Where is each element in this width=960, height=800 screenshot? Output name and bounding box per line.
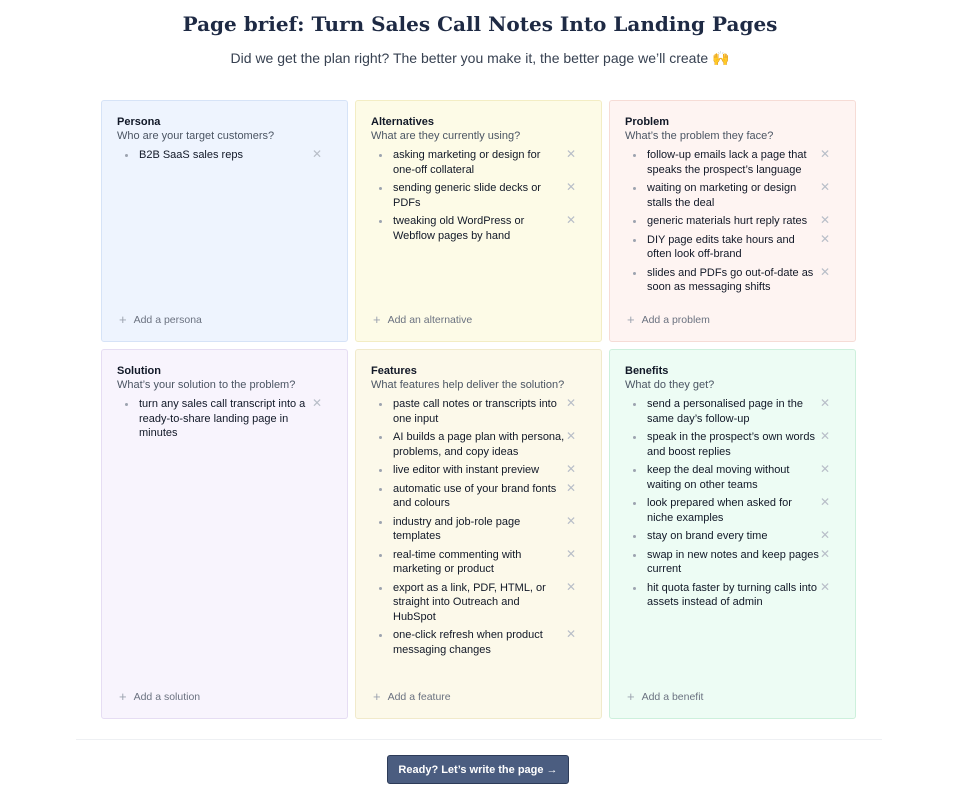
close-icon[interactable]: ✕ bbox=[819, 546, 830, 561]
card-item-list bbox=[625, 397, 840, 610]
add-label: Add a solution bbox=[133, 691, 201, 703]
list-item[interactable] bbox=[625, 397, 840, 426]
plus-icon: + bbox=[627, 689, 635, 704]
list-item-text[interactable]: hit quota faster by turning calls into assets instead of admin bbox=[647, 581, 817, 608]
list-item[interactable] bbox=[371, 181, 586, 210]
list-item-text[interactable]: AI builds a page plan with persona, problems, and copy ideas bbox=[393, 431, 565, 458]
list-item-text[interactable]: DIY page edits take hours and often look off-brand bbox=[647, 233, 795, 260]
bullet-icon bbox=[379, 488, 382, 491]
plus-icon: + bbox=[119, 312, 127, 327]
add-label: Add a persona bbox=[133, 314, 202, 326]
card-question: What features help deliver the solution? bbox=[371, 379, 565, 391]
list-item-text[interactable]: tweaking old WordPress or Webflow pages by hand bbox=[393, 215, 525, 242]
list-item[interactable] bbox=[625, 430, 840, 459]
brief-card-grid bbox=[101, 100, 856, 719]
page-title: Page brief: Turn Sales Call Notes Into Landing Pages bbox=[182, 12, 778, 36]
list-item[interactable] bbox=[117, 397, 332, 441]
list-item-text[interactable]: waiting on marketing or design stalls the deal bbox=[647, 182, 797, 209]
bullet-icon bbox=[633, 403, 636, 406]
list-item[interactable] bbox=[371, 515, 586, 544]
list-item-text[interactable]: keep the deal moving without waiting on other teams bbox=[647, 464, 790, 491]
bullet-icon bbox=[633, 154, 636, 157]
card-item-list bbox=[625, 148, 840, 295]
add-alternatives-button[interactable] bbox=[373, 314, 472, 326]
card-features bbox=[355, 349, 602, 719]
card-item-list bbox=[371, 148, 586, 243]
bullet-icon bbox=[633, 535, 636, 538]
add-label: Add an alternative bbox=[387, 314, 473, 326]
close-icon[interactable]: ✕ bbox=[565, 627, 576, 641]
card-problem bbox=[609, 100, 856, 342]
close-icon[interactable]: ✕ bbox=[565, 579, 576, 594]
bullet-icon bbox=[379, 554, 382, 557]
list-item-text[interactable]: follow-up emails lack a page that speaks the prospect’s language bbox=[647, 149, 807, 176]
plus-icon: + bbox=[373, 312, 381, 327]
card-title: Problem bbox=[625, 116, 670, 128]
list-item-text[interactable]: automatic use of your brand fonts and colours bbox=[393, 482, 557, 509]
list-item-text[interactable]: B2B SaaS sales reps bbox=[139, 149, 243, 161]
plus-icon: + bbox=[627, 312, 635, 327]
list-item-text[interactable]: one-click refresh when product messaging changes bbox=[393, 629, 543, 656]
list-item[interactable] bbox=[371, 628, 586, 657]
card-title: Persona bbox=[117, 116, 161, 128]
list-item[interactable] bbox=[625, 496, 840, 525]
bullet-icon bbox=[633, 587, 636, 590]
bullet-icon bbox=[633, 554, 636, 557]
list-item[interactable] bbox=[371, 482, 586, 511]
list-item-text[interactable]: sending generic slide decks or PDFs bbox=[393, 182, 541, 209]
add-label: Add a benefit bbox=[641, 691, 704, 703]
list-item[interactable] bbox=[625, 214, 840, 229]
list-item[interactable] bbox=[371, 397, 586, 426]
bullet-icon bbox=[633, 272, 636, 275]
bullet-icon bbox=[379, 220, 382, 223]
list-item[interactable] bbox=[371, 214, 586, 243]
bullet-icon bbox=[379, 187, 382, 190]
close-icon[interactable]: ✕ bbox=[819, 147, 830, 161]
card-question: Who are your target customers? bbox=[117, 130, 275, 142]
close-icon[interactable]: ✕ bbox=[311, 396, 322, 410]
list-item[interactable] bbox=[625, 266, 840, 295]
list-item-text[interactable]: export as a link, PDF, HTML, or straight into Outreach and HubSpot bbox=[393, 581, 546, 623]
add-benefits-button[interactable] bbox=[627, 691, 703, 703]
close-icon[interactable]: ✕ bbox=[819, 528, 830, 542]
bullet-icon bbox=[379, 521, 382, 524]
list-item[interactable] bbox=[625, 463, 840, 492]
list-item-text[interactable]: paste call notes or transcripts into one input bbox=[393, 398, 557, 425]
card-persona bbox=[101, 100, 348, 342]
list-item[interactable] bbox=[371, 148, 586, 177]
close-icon[interactable]: ✕ bbox=[819, 396, 830, 410]
bullet-icon bbox=[379, 469, 382, 472]
list-item[interactable] bbox=[625, 581, 840, 610]
close-icon[interactable]: ✕ bbox=[565, 213, 576, 227]
add-solution-button[interactable] bbox=[119, 691, 200, 703]
list-item[interactable] bbox=[117, 148, 332, 163]
close-icon[interactable]: ✕ bbox=[565, 147, 576, 161]
list-item[interactable] bbox=[371, 463, 586, 478]
list-item[interactable] bbox=[625, 233, 840, 262]
close-icon[interactable]: ✕ bbox=[565, 546, 576, 561]
list-item-text[interactable]: slides and PDFs go out-of-date as soon as messaging shifts bbox=[647, 266, 814, 293]
close-icon[interactable]: ✕ bbox=[565, 396, 576, 410]
list-item-text[interactable]: real-time commenting with marketing or product bbox=[393, 548, 522, 575]
bullet-icon bbox=[633, 469, 636, 472]
list-item[interactable] bbox=[625, 529, 840, 544]
bullet-icon bbox=[633, 436, 636, 439]
list-item[interactable] bbox=[625, 181, 840, 210]
card-question: What are they currently using? bbox=[371, 130, 521, 142]
bullet-icon bbox=[379, 634, 382, 637]
list-item-text[interactable]: swap in new notes and keep pages current bbox=[647, 548, 819, 575]
close-icon[interactable]: ✕ bbox=[819, 180, 830, 194]
plus-icon: + bbox=[119, 689, 127, 704]
bullet-icon bbox=[379, 403, 382, 406]
card-item-list bbox=[117, 397, 332, 441]
add-persona-button[interactable] bbox=[119, 314, 202, 326]
close-icon[interactable]: ✕ bbox=[819, 231, 830, 246]
bullet-icon bbox=[633, 239, 636, 242]
card-title: Benefits bbox=[625, 365, 669, 377]
card-question: What’s your solution to the problem? bbox=[117, 379, 296, 391]
bullet-icon bbox=[125, 403, 128, 406]
card-benefits bbox=[609, 349, 856, 719]
card-title: Solution bbox=[117, 365, 161, 377]
bullet-icon bbox=[633, 187, 636, 190]
list-item-text[interactable]: stay on brand every time bbox=[647, 530, 768, 542]
list-item-text[interactable]: look prepared when asked for niche examples bbox=[647, 497, 792, 524]
close-icon[interactable]: ✕ bbox=[565, 180, 576, 194]
list-item-text[interactable]: speak in the prospect’s own words and boost replies bbox=[647, 431, 815, 458]
close-icon[interactable]: ✕ bbox=[819, 213, 830, 227]
bullet-icon bbox=[125, 154, 128, 157]
list-item[interactable] bbox=[625, 548, 840, 577]
add-features-button[interactable] bbox=[373, 691, 451, 703]
divider bbox=[76, 739, 882, 740]
list-item[interactable] bbox=[371, 548, 586, 577]
close-icon[interactable]: ✕ bbox=[819, 495, 830, 509]
list-item[interactable] bbox=[371, 430, 586, 459]
add-label: Add a problem bbox=[641, 314, 710, 326]
plus-icon: + bbox=[373, 689, 381, 704]
list-item-text[interactable]: generic materials hurt reply rates bbox=[647, 215, 808, 227]
list-item-text[interactable]: asking marketing or design for one-off collateral bbox=[393, 149, 541, 176]
bullet-icon bbox=[379, 587, 382, 590]
write-page-button[interactable]: Ready? Let’s write the page → bbox=[387, 755, 569, 784]
close-icon[interactable]: ✕ bbox=[565, 513, 576, 528]
card-alternatives bbox=[355, 100, 602, 342]
bullet-icon bbox=[379, 154, 382, 157]
close-icon[interactable]: ✕ bbox=[819, 579, 830, 594]
list-item[interactable] bbox=[371, 581, 586, 625]
close-icon[interactable]: ✕ bbox=[565, 462, 576, 476]
bullet-icon bbox=[379, 436, 382, 439]
card-question: What’s the problem they face? bbox=[625, 130, 774, 142]
bullet-icon bbox=[633, 502, 636, 505]
card-title: Features bbox=[371, 365, 417, 377]
card-solution bbox=[101, 349, 348, 719]
add-problem-button[interactable] bbox=[627, 314, 710, 326]
list-item-text[interactable]: industry and job-role page templates bbox=[393, 515, 521, 542]
add-label: Add a feature bbox=[387, 691, 451, 703]
close-icon[interactable]: ✕ bbox=[311, 147, 322, 161]
close-icon[interactable]: ✕ bbox=[565, 429, 576, 443]
card-item-list bbox=[371, 397, 586, 657]
bullet-icon bbox=[633, 220, 636, 223]
list-item[interactable] bbox=[625, 148, 840, 177]
close-icon[interactable]: ✕ bbox=[565, 480, 576, 495]
close-icon[interactable]: ✕ bbox=[819, 462, 830, 476]
close-icon[interactable]: ✕ bbox=[819, 264, 830, 279]
card-title: Alternatives bbox=[371, 116, 434, 128]
card-question: What do they get? bbox=[625, 379, 715, 391]
page-subtitle: Did we get the plan right? The better you make it, the better page we’ll create 🙌 bbox=[230, 50, 730, 66]
list-item-text[interactable]: live editor with instant preview bbox=[393, 464, 540, 476]
list-item-text[interactable]: send a personalised page in the same day’s follow-up bbox=[647, 398, 803, 425]
close-icon[interactable]: ✕ bbox=[819, 429, 830, 443]
card-item-list bbox=[117, 148, 332, 163]
list-item-text[interactable]: turn any sales call transcript into a ready-to-share landing page in minutes bbox=[139, 398, 306, 439]
